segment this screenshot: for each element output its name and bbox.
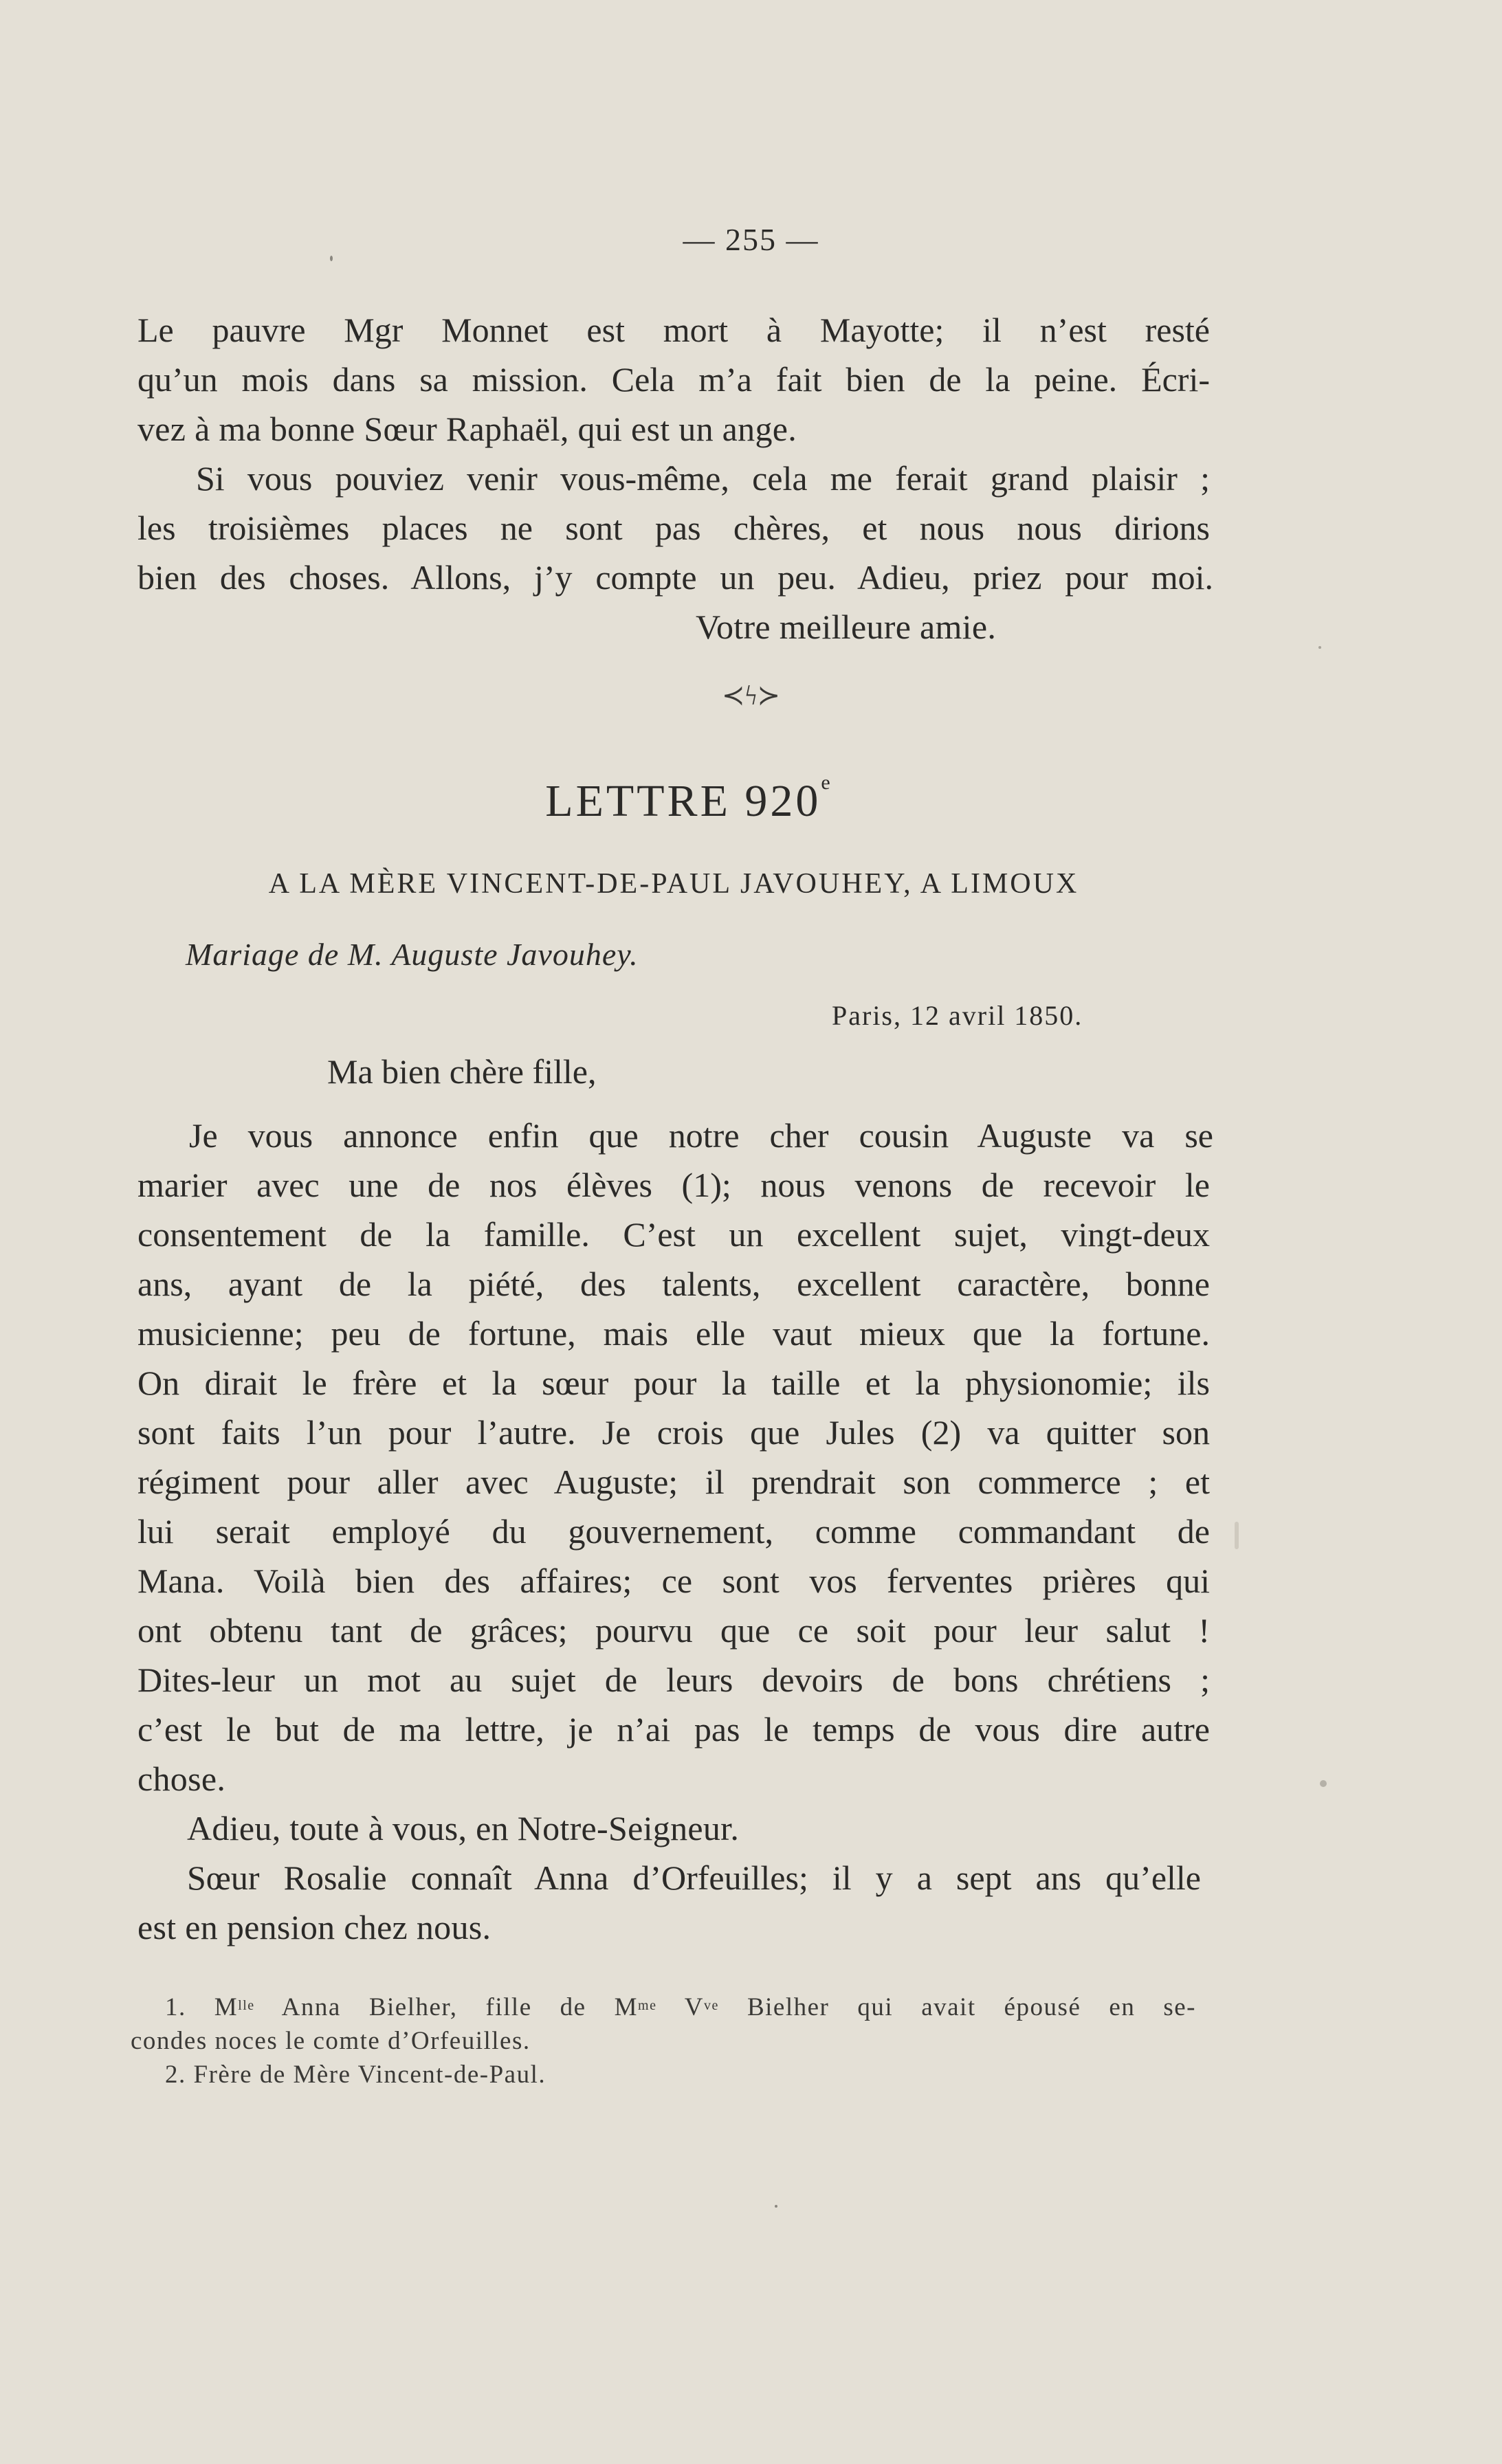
footnote-2: 2. Frère de Mère Vincent-de-Paul. <box>165 2061 546 2089</box>
fleuron-ornament: ≺ϟ≻ <box>721 680 781 711</box>
footnote-1 <box>165 1990 1196 2024</box>
body-line: c’est le but de ma lettre, je n’ai pas le temps de vous dire autre <box>137 1710 1210 1749</box>
footnote-1-continued: condes noces le comte d’Orfeuilles. <box>131 2027 531 2055</box>
paper-speck <box>1320 1780 1327 1787</box>
letter-title <box>0 771 1378 828</box>
body-line: consentement de la famille. C’est un excellent sujet, vingt-deux <box>137 1215 1210 1254</box>
letter-date: Paris, 12 avril 1850. <box>832 1000 1083 1031</box>
page-number: — 255 — <box>683 222 819 257</box>
body-line: Mana. Voilà bien des affaires; ce sont vos ferventes prières qui <box>137 1562 1210 1600</box>
paper-speck <box>775 2205 777 2208</box>
letter-farewell: Adieu, toute à vous, en Notre-Seigneur. <box>187 1809 740 1847</box>
footnote-1-text: M <box>214 1993 239 2021</box>
body-line: régiment pour aller avec Auguste; il prendrait son commerce ; et <box>137 1463 1210 1501</box>
letter-salutation: Ma bien chère fille, <box>327 1052 597 1091</box>
footnote-1-sup: lle <box>238 1998 255 2013</box>
footnote-1-sup: me <box>638 1998 657 2013</box>
letter-title-text: LETTRE 920 <box>545 776 821 826</box>
body-line: Dites-leur un mot au sujet de leurs devoirs de bons chrétiens ; <box>137 1661 1210 1699</box>
body-line: ont obtenu tant de grâces; pourvu que ce soit pour leur salut ! <box>137 1611 1210 1650</box>
closing-signoff: Votre meilleure amie. <box>696 608 997 646</box>
paper-speck <box>1235 1522 1239 1549</box>
intro-line: qu’un mois dans sa mission. Cela m’a fait bien de la peine. Écri- <box>137 360 1210 399</box>
body-line: lui serait employé du gouvernement, comme commandant de <box>137 1512 1210 1551</box>
footnote-1-text: Bielher qui avait épousé en se- <box>718 1993 1197 2021</box>
intro-line: Si vous pouviez venir vous-même, cela me ferait grand plaisir ; <box>196 459 1210 498</box>
body-line: marier avec une de nos élèves (1); nous venons de recevoir le <box>137 1166 1210 1204</box>
intro-line: bien des choses. Allons, j’y compte un peu. Adieu, priez pour moi. <box>137 558 1213 597</box>
body-line: sont faits l’un pour l’autre. Je crois que Jules (2) va quitter son <box>137 1413 1210 1452</box>
footnote-1-text: Anna Bielher, fille de M <box>254 1993 639 2021</box>
paper-speck <box>1318 646 1321 649</box>
letter-title-suffix: e <box>821 771 833 794</box>
body-line: musicienne; peu de fortune, mais elle vaut mieux que la fortune. <box>137 1314 1210 1353</box>
letter-subject: Mariage de M. Auguste Javouhey. <box>186 937 639 972</box>
body-line: chose. <box>137 1760 226 1798</box>
body-line: Je vous annonce enfin que notre cher cousin Auguste va se <box>189 1116 1213 1155</box>
footnote-1-number: 1. <box>165 1993 186 2021</box>
body-line: ans, ayant de la piété, des talents, excellent caractère, bonne <box>137 1265 1210 1303</box>
paper-speck <box>330 256 333 261</box>
footnote-1-text: V <box>656 1993 705 2021</box>
letter-addressee: A LA MÈRE VINCENT-DE-PAUL JAVOUHEY, A LIMOUX <box>268 868 1079 900</box>
postscript-line: Sœur Rosalie connaît Anna d’Orfeuilles; il y a sept ans qu’elle <box>187 1858 1201 1897</box>
intro-line: Le pauvre Mgr Monnet est mort à Mayotte; il n’est resté <box>137 311 1210 349</box>
footnote-1-sup: ve <box>704 1998 719 2013</box>
intro-line: les troisièmes places ne sont pas chères, et nous nous dirions <box>137 509 1210 547</box>
intro-line: vez à ma bonne Sœur Raphaël, qui est un ange. <box>137 410 797 448</box>
postscript-line: est en pension chez nous. <box>137 1908 492 1946</box>
body-line: On dirait le frère et la sœur pour la taille et la physionomie; ils <box>137 1364 1210 1402</box>
